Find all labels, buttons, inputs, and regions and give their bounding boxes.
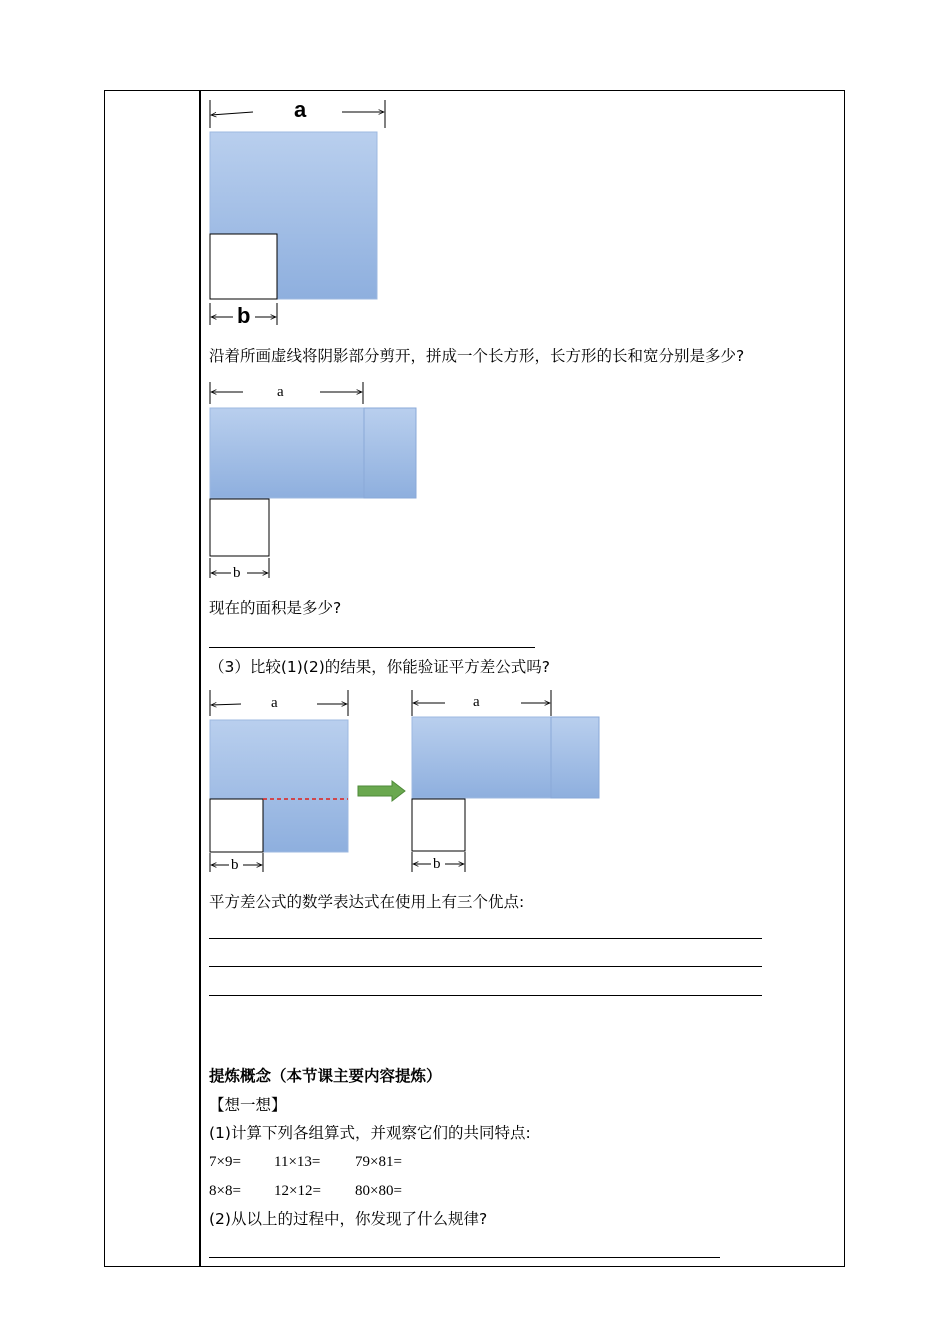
calc-row-1-col-1: 7×9= <box>209 1154 241 1170</box>
figure2-rect-main <box>210 408 364 498</box>
question-cut: 沿着所画虚线将阴影部分剪开，拼成一个长方形，长方形的长和宽分别是多少? <box>209 347 745 365</box>
figure1-removed-square <box>210 234 277 299</box>
figure2-label-b: b <box>233 565 241 581</box>
calc-row-1-col-2: 11×13= <box>274 1154 321 1170</box>
figure2-rect-piece <box>364 408 416 498</box>
figure2-removed-square <box>210 499 269 556</box>
figure-square-minus-square <box>205 95 405 330</box>
advantages-prompt: 平方差公式的数学表达式在使用上有三个优点: <box>209 893 525 911</box>
transform-arrow-icon <box>358 781 405 801</box>
answer-line-rule[interactable] <box>209 1257 720 1258</box>
think-heading: 【想一想】 <box>209 1096 287 1114</box>
task1-text: (1)计算下列各组算式，并观察它们的共同特点: <box>209 1124 531 1142</box>
answer-line-2[interactable] <box>209 966 762 967</box>
figure3-left-label-a: a <box>271 695 278 711</box>
question-compare: （3）比较(1)(2)的结果，你能验证平方差公式吗? <box>209 658 551 676</box>
question-area: 现在的面积是多少? <box>209 599 342 617</box>
answer-line-3[interactable] <box>209 995 762 996</box>
figure1-label-a: a <box>294 97 307 122</box>
task2-text: (2)从以上的过程中，你发现了什么规律? <box>209 1210 488 1228</box>
figure1-label-b: b <box>237 303 251 328</box>
figure3-left-label-b: b <box>231 857 239 873</box>
figure-rearranged-rectangle <box>205 378 425 583</box>
answer-line-area[interactable] <box>209 647 535 648</box>
figure3-right-label-b: b <box>433 856 441 872</box>
concept-heading: 提炼概念（本节课主要内容提炼） <box>209 1067 442 1085</box>
figure3-right-removed-square <box>412 799 465 851</box>
figure3-right-rect-piece <box>551 717 599 798</box>
answer-line-1[interactable] <box>209 938 762 939</box>
figure2-label-a: a <box>277 384 284 400</box>
figure3-left-removed-square <box>210 799 263 852</box>
calc-row-1-col-3: 79×81= <box>355 1154 402 1170</box>
calc-row-2-col-2: 12×12= <box>274 1183 321 1199</box>
column-divider <box>199 90 201 1267</box>
figure3-right-rect-main <box>412 717 551 798</box>
calc-row-2-col-1: 8×8= <box>209 1183 241 1199</box>
figure3-right-label-a: a <box>473 694 480 710</box>
figure-comparison <box>205 688 605 878</box>
calc-row-2-col-3: 80×80= <box>355 1183 402 1199</box>
